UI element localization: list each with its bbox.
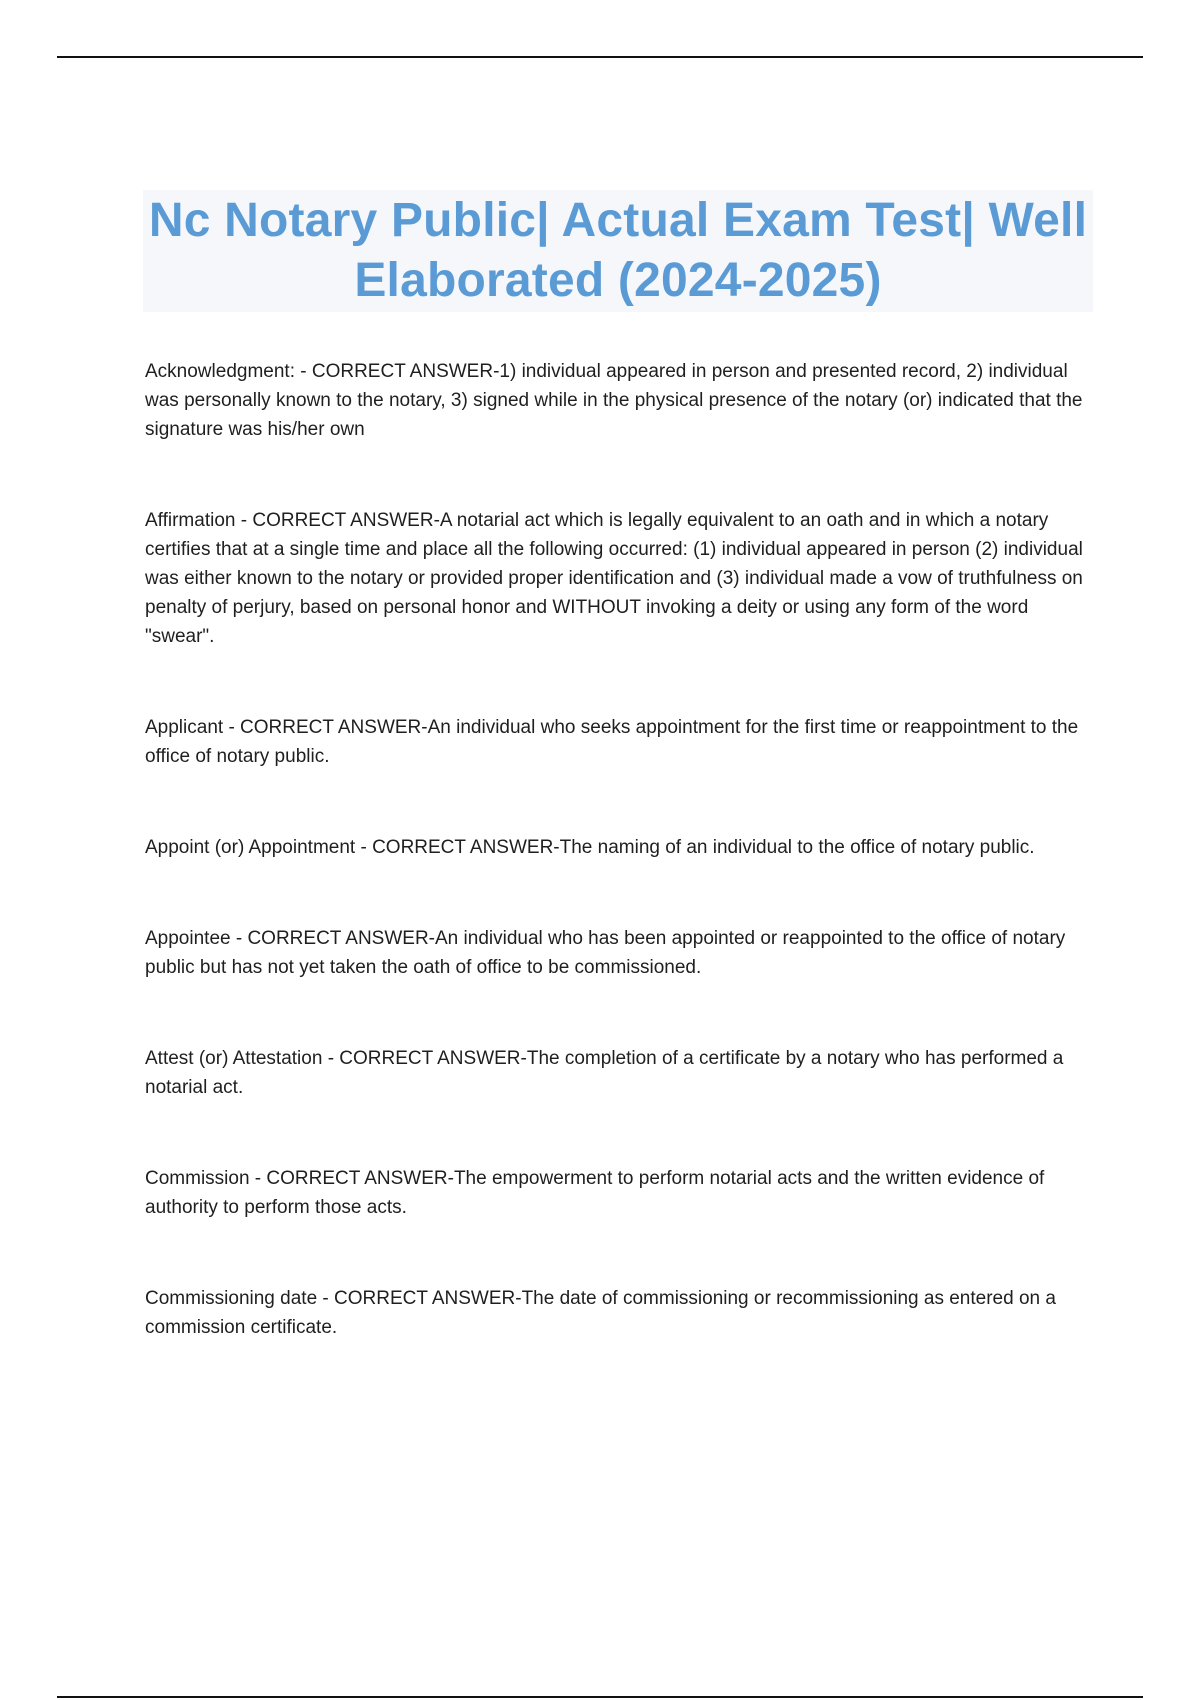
top-rule: [57, 56, 1143, 58]
definition-applicant: Applicant - CORRECT ANSWER-An individual who seeks appointment for the first time or reappointment to the office of notary public.: [145, 717, 1079, 767]
definition-attestation: Attest (or) Attestation - CORRECT ANSWER-The completion of a certificate by a notary who has performed a notarial act.: [145, 1048, 1064, 1098]
definition-commission: Commission - CORRECT ANSWER-The empowerment to perform notarial acts and the written evidence of authority to perform those acts.: [145, 1168, 1045, 1218]
definition-affirmation: Affirmation - CORRECT ANSWER-A notarial act which is legally equivalent to an oath and in which a notary certifies that at a single time and place all the following occurred: (1) individual appeared in person (2) individual was either known to the notary or provided proper identification and (3) individual made a vow of truthfulness on penalty of perjury, based on personal honor and WITHOUT invoking a deity or using any form of the word "swear".: [145, 510, 1083, 647]
definition-appointment: Appoint (or) Appointment - CORRECT ANSWER-The naming of an individual to the office of notary public.: [145, 837, 1035, 858]
document-title: Nc Notary Public| Actual Exam Test| Well Elaborated (2024-2025): [148, 194, 1088, 307]
definition-commissioning-date: Commissioning date - CORRECT ANSWER-The date of commissioning or recommissioning as entered on a commission certificate.: [145, 1288, 1056, 1338]
bottom-rule: [57, 1696, 1143, 1698]
definition-appointee: Appointee - CORRECT ANSWER-An individual who has been appointed or reappointed to the office of notary public but has not yet taken the oath of office to be commissioned.: [145, 928, 1066, 978]
definition-acknowledgment: Acknowledgment: - CORRECT ANSWER-1) individual appeared in person and presented record, 2) individual was personally known to the notary, 3) signed while in the physical presence of the notary (or) indicated that the signature was his/her own: [145, 361, 1083, 440]
definition-list: [145, 357, 1095, 1342]
title-banner: [143, 190, 1093, 312]
